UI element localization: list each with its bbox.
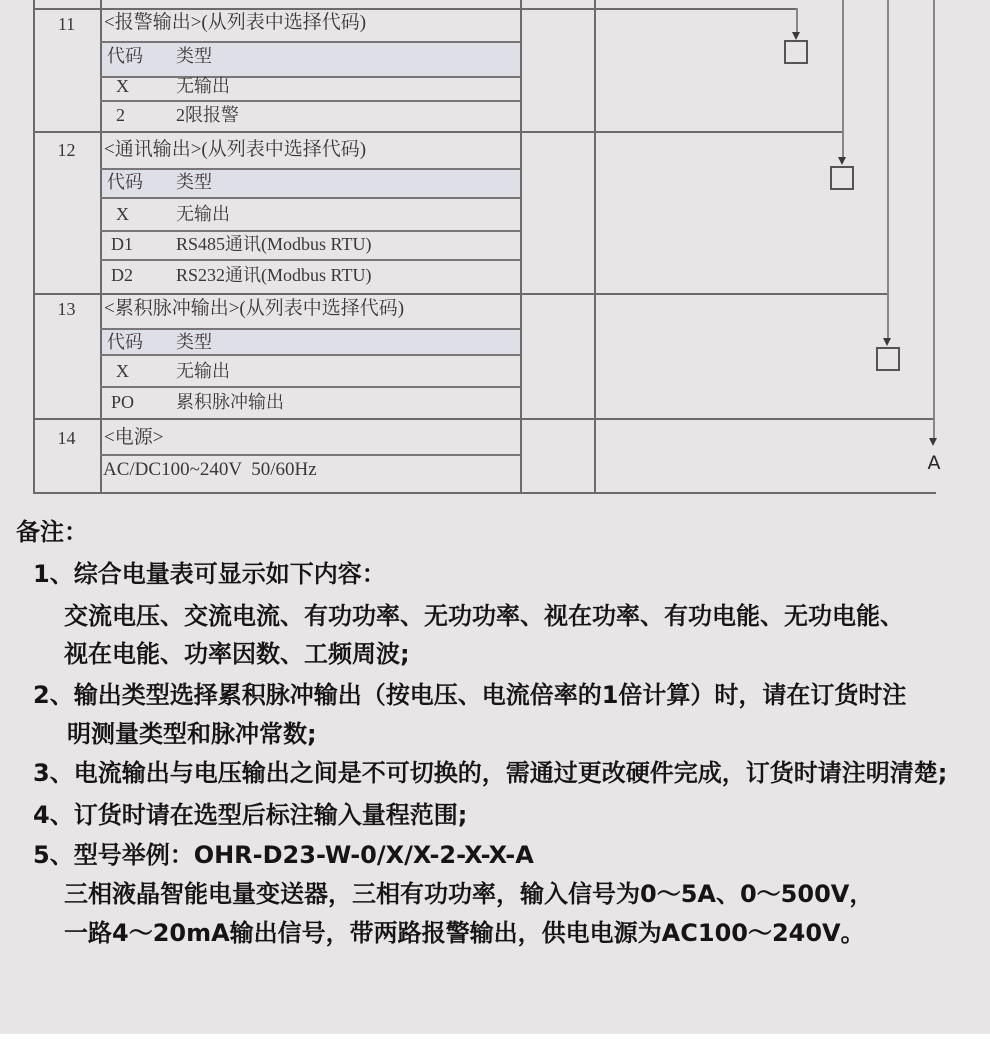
separator <box>100 41 520 43</box>
row12-col-code: 代码 <box>107 172 143 192</box>
connector-line <box>842 0 844 157</box>
connector-line <box>933 0 935 438</box>
row11-title: <报警输出>(从列表中选择代码) <box>104 12 367 33</box>
row12-col-type: 类型 <box>176 172 212 192</box>
separator <box>100 230 520 232</box>
separator <box>100 328 520 330</box>
row12-title: <通讯输出>(从列表中选择代码) <box>104 139 367 160</box>
arrow-down-icon <box>883 338 891 346</box>
connector-line <box>887 0 889 338</box>
row13-top-border <box>33 293 888 295</box>
row14-top-border <box>33 418 934 420</box>
note-line: 明测量类型和脉冲常数; <box>67 720 317 748</box>
row11-col-type: 类型 <box>176 46 212 66</box>
note-line: 视在电能、功率因数、工频周波; <box>64 640 410 668</box>
connector-line <box>796 8 798 32</box>
note-line: 4、订货时请在选型后标注输入量程范围; <box>33 801 468 829</box>
row13-opt0-type: 无输出 <box>176 361 230 381</box>
row13-opt0-code: X <box>116 361 129 381</box>
row11-opt0-type: 无输出 <box>176 76 230 96</box>
note-line: 一路4～20mA输出信号，带两路报警输出，供电电源为AC100～240V。 <box>64 919 865 947</box>
arrow-down-icon <box>929 438 937 446</box>
row13-title: <累积脉冲输出>(从列表中选择代码) <box>104 298 405 319</box>
arrow-down-icon <box>838 157 846 165</box>
header-shade-row11 <box>102 42 520 76</box>
row12-opt2-code: D2 <box>111 265 133 285</box>
note-line: 2、输出类型选择累积脉冲输出（按电压、电流倍率的1倍计算）时，请在订货时注 <box>33 681 907 709</box>
row12-opt2-type: RS232通讯(Modbus RTU) <box>176 265 372 285</box>
row11-opt1-code: 2 <box>116 105 125 125</box>
row-number-14: 14 <box>57 428 76 448</box>
row11-opt0-code: X <box>116 76 129 96</box>
note-line: 交流电压、交流电流、有功功率、无功功率、视在功率、有功电能、无功电能、 <box>64 602 904 630</box>
row12-opt0-code: X <box>116 204 129 224</box>
row12-opt1-code: D1 <box>111 234 133 254</box>
code-fill-box-comm <box>830 166 854 190</box>
note-line: 3、电流输出与电压输出之间是不可切换的，需通过更改硬件完成，订货时请注明清楚; <box>33 759 948 787</box>
code-fill-box-pulse <box>876 347 900 371</box>
table-bottom-border <box>33 492 936 494</box>
row13-opt1-code: PO <box>111 392 135 412</box>
row11-opt1-type: 2限报警 <box>176 105 239 125</box>
header-shade-row13 <box>102 329 520 354</box>
separator <box>100 354 520 356</box>
row-number-12: 12 <box>57 140 76 160</box>
row12-opt1-type: RS485通讯(Modbus RTU) <box>176 234 372 254</box>
row-number-13: 13 <box>57 299 76 319</box>
row13-col-type: 类型 <box>176 332 212 352</box>
separator <box>100 454 520 456</box>
row11-top-border <box>33 8 797 10</box>
row14-title: <电源> <box>104 427 164 448</box>
separator <box>100 100 520 102</box>
header-shade-row12 <box>102 169 520 197</box>
row11-col-code: 代码 <box>107 46 143 66</box>
code-fill-box-alarm <box>784 40 808 64</box>
note-line: 1、综合电量表可显示如下内容： <box>33 560 386 588</box>
row12-top-border <box>33 131 843 133</box>
note-line: 5、型号举例：OHR-D23-W-0/X/X-2-X-X-A <box>33 841 534 869</box>
row-number-11: 11 <box>57 14 76 34</box>
row12-opt0-type: 无输出 <box>176 204 230 224</box>
row14-value: AC/DC100~240V 50/60Hz <box>103 459 317 480</box>
arrow-down-icon <box>792 32 800 40</box>
separator <box>100 259 520 261</box>
note-line: 三相液晶智能电量变送器，三相有功功率，输入信号为0～5A、0～500V， <box>64 880 874 908</box>
separator <box>100 197 520 199</box>
row13-opt1-type: 累积脉冲输出 <box>176 392 284 412</box>
row13-col-code: 代码 <box>107 332 143 352</box>
separator <box>100 168 520 170</box>
power-code-label: A <box>927 452 941 474</box>
separator <box>100 386 520 388</box>
separator <box>100 76 520 78</box>
notes-heading: 备注： <box>16 518 88 546</box>
